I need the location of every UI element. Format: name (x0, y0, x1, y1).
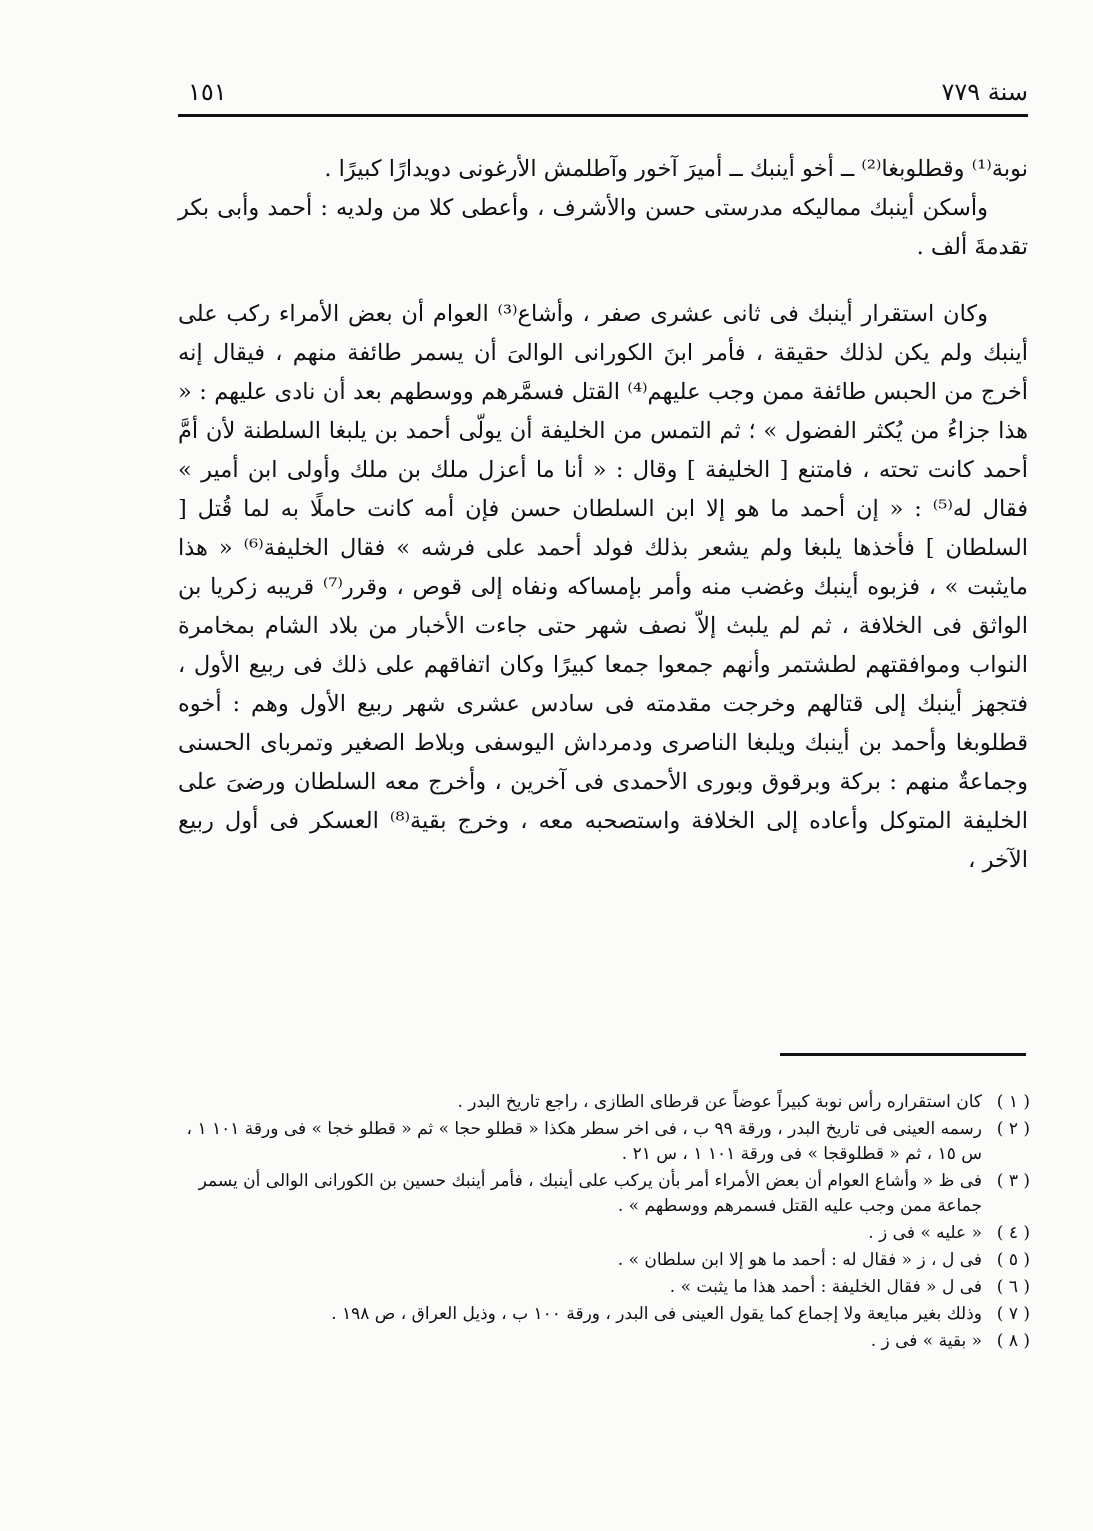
footnote-text: رسمه العينى فى تاريخ البدر ، ورقة ٩٩ ب ، فى اخر سطر هكذا « قطلو حجا » ثم « قطلو خجا » فى ورقة ١٠١ ١ ، س ١٥ ، ثم « قطلوقجا » فى ورقة ١٠١ ١ ، س ٢١ . (186, 1119, 982, 1164)
footnote-number: ( ٧ ) (996, 1304, 1030, 1324)
page-header (178, 72, 1028, 112)
page-number: ١٥١ (188, 78, 227, 106)
footnote-number: ( ٦ ) (996, 1277, 1030, 1297)
footnote-item (170, 1275, 1030, 1300)
footnote-number: ( ٨ ) (996, 1331, 1030, 1351)
footnote-text: « بقية » فى ز . (870, 1331, 982, 1351)
footnote-item (170, 1169, 1030, 1219)
footnote-text: « عليه » فى ز . (868, 1223, 982, 1243)
footnote-text: فى ظ « وأشاع العوام أن بعض الأمراء أمر بأن يركب على أينبك ، فأمر أينبك حسين بن الكورانى الوالى أن يسمر جماعة ممن وجب عليه القتل فسمرهم ووسطهم » . (198, 1171, 982, 1216)
footnote-text: فى ل « فقال الخليفة : أحمد هذا ما يثبت » . (669, 1277, 982, 1297)
footnotes-list (170, 1090, 1030, 1356)
footnote-text: كان استقراره رأس نوبة كبيراً عوضاً عن قرطاى الطازى ، راجع تاريخ البدر . (457, 1092, 982, 1112)
footnote-number: ( ١ ) (996, 1092, 1030, 1112)
footnote-item (170, 1117, 1030, 1167)
paragraph-2: وأسكن أينبك مماليكه مدرستى حسن والأشرف ، وأعطى كلا من ولديه : أحمد وأبى بكر تقدمةَ ألف . (178, 195, 1028, 260)
header-rule (178, 114, 1028, 117)
body-text (178, 150, 1028, 880)
footnote-item (170, 1090, 1030, 1115)
footnote-number: ( ٢ ) (996, 1119, 1030, 1139)
footnote-rule (780, 1053, 1026, 1056)
footnote-text: فى ل ، ز « فقال له : أحمد ما هو إلا ابن سلطان » . (617, 1250, 982, 1270)
footnote-item (170, 1329, 1030, 1354)
year-label: سنة ٧٧٩ (941, 78, 1028, 106)
footnote-item (170, 1248, 1030, 1273)
footnote-item (170, 1302, 1030, 1327)
footnote-item (170, 1221, 1030, 1246)
footnote-text: وذلك بغير مبايعة ولا إجماع كما يقول العينى فى البدر ، ورقة ١٠٠ ب ، وذيل العراق ، ص ١٩٨ . (331, 1304, 982, 1324)
paragraph-1: نوبة⁽¹⁾ وقطلوبغا⁽²⁾ ــ أخو أينبك ــ أميرَ آخور وآطلمش الأرغونى دويدارًا كبيرًا . (324, 156, 1028, 182)
paragraph-3: وكان استقرار أينبك فى ثانى عشرى صفر ، وأشاع⁽³⁾ العوام أن بعض الأمراء ركب على أينبك ولم يكن لذلك حقيقة ، فأمر ابنَ الكورانى الوالىَ أن يسمر طائفة منهم ، فيقال إنه أخرج من الحبس طائفة ممن وجب عليهم⁽⁴⁾ القتل فسمَّرهم ووسطهم بعد أن نادى عليهم : « هذا جزاءُ من يُكثر الفضول » ؛ ثم التمس من الخليفة أن يولّى أحمد بن يلبغا السلطنة لأن أمَّ أحمد كانت تحته ، فامتنع [ الخليفة ] وقال : « أنا ما أعزل ملك بن ملك وأولى ابن أمير » فقال له⁽⁵⁾ : « إن أحمد ما هو إلا ابن السلطان حسن فإن أمه كانت حاملًا به لما قُتل [ السلطان ] فأخذها يلبغا ولم يشعر بذلك فولد أحمد على فرشه » فقال الخليفة⁽⁶⁾ « هذا مايثبت » ، فزبوه أينبك وغضب منه وأمر بإمساكه ونفاه إلى قوص ، وقرر⁽⁷⁾ قريبه زكريا بن الواثق فى الخلافة ، ثم لم يلبث إلاّ نصف شهر حتى جاءت الأخبار من بلاد الشام بمخامرة النواب وموافقتهم لطشتمر وأنهم جمعوا جمعا كبيرًا وكان اتفاقهم على ذلك فى ربيع الأول ، فتجهز أينبك إلى قتالهم وخرجت مقدمته فى سادس عشرى شهر ربيع الأول وهم : أخوه قطلوبغا وأحمد بن أينبك ويلبغا الناصرى ودمرداش اليوسفى وبلاط الصغير وتمرباى الحسنى وجماعةٌ منهم : بركة وبرقوق وبورى الأحمدى فى آخرين ، وأخرج معه السلطان ورضىَ على الخليفة المتوكل وأعاده إلى الخلافة واستصحبه معه ، وخرج بقية⁽⁸⁾ العسكر فى أول ربيع الآخر ، (178, 301, 1029, 873)
footnote-number: ( ٥ ) (996, 1250, 1030, 1270)
footnote-number: ( ٣ ) (996, 1171, 1030, 1191)
footnote-number: ( ٤ ) (996, 1223, 1030, 1243)
